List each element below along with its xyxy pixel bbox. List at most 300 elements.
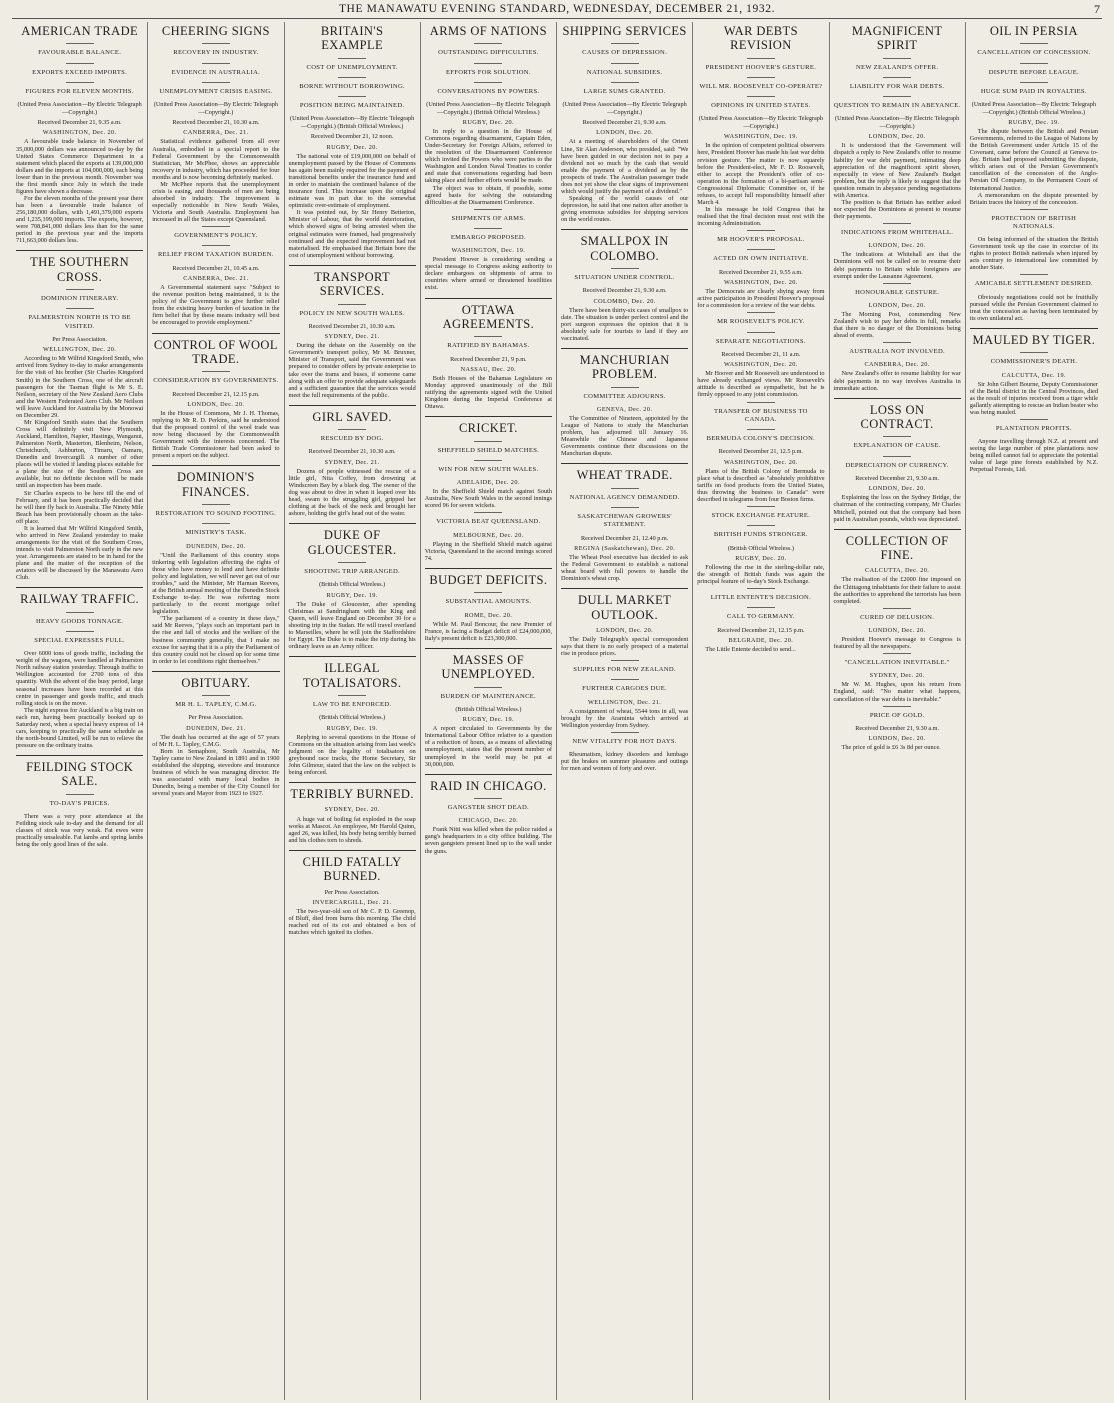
dateline: LONDON, Dec. 20. xyxy=(596,627,654,634)
subheadline: EXPLANATION OF CAUSE. xyxy=(853,442,941,450)
subheadline: SITUATION UNDER CONTROL. xyxy=(574,273,675,281)
body-paragraph: Statistical evidence gathered from all over Australia, embodied in a special report to the Federal Government by the Commonwealth Statistician, Mr McPhee, shows an appreciable recovery in industry, which has proceeded for four months and is now becoming definitely marked. xyxy=(152,138,280,181)
dateline: LONDON, Dec. 20. xyxy=(868,735,926,743)
headline: CHEERING SIGNS xyxy=(161,24,270,38)
article xyxy=(970,209,1098,272)
body-paragraph: The Committee of Nineteen, appointed by the League of Nations to study the Manchurian problem, has adjourned till January 16. Meanwhile the Chinese and Japanese Governments continue their discussions on the Manchurian dispute. xyxy=(561,415,689,458)
article-divider xyxy=(289,850,416,851)
article xyxy=(834,223,961,280)
article xyxy=(970,419,1098,474)
subheadline: MINISTRY'S TASK. xyxy=(185,529,247,537)
dateline: CANBERRA, Dec. 21. xyxy=(183,129,249,137)
body-paragraph: A report circulated to Governments by the International Labour Office relative to a question of a reduction of hours, as a means of alleviating unemployment, states that the present number of unemployed in the world may be put at 30,000,000. xyxy=(424,725,552,768)
dateline: SYDNEY, Dec. 20. xyxy=(869,672,925,680)
subhead-divider xyxy=(202,226,230,227)
article xyxy=(289,265,416,399)
dateline: LONDON, Dec. 20. xyxy=(868,485,926,493)
received-time: Received December 21, 11 a.m. xyxy=(721,350,801,358)
subheadline: EXPORTS EXCEED IMPORTS. xyxy=(32,68,128,76)
headline: MANCHURIAN PROBLEM. xyxy=(579,353,670,382)
dateline: NASSAU, Dec. 20. xyxy=(460,365,517,373)
received-time: Received December 21, 10.30 a.m. xyxy=(308,448,396,456)
body-paragraph: A memorandum on the dispute presented by Britain traces the history of the concession. xyxy=(969,191,1098,206)
article xyxy=(697,312,824,398)
article xyxy=(834,342,961,391)
body-paragraph: During the debate on the Assembly on the Government's transport policy, Mr M. Bruxner, Minister of Transport, said the Government was prepared to consider offers by private enterprise to take over the trams and buses, if someone came along with an offer to provide adequate safeguards and a sufficient guarantee that the services would meet the full requirements of the public. xyxy=(288,342,416,399)
dateline: WASHINGTON, Dec. 20. xyxy=(42,129,117,137)
headline: COLLECTION OF FINE. xyxy=(845,533,949,562)
subheadline: RESCUED BY DOG. xyxy=(320,435,384,443)
subhead-divider xyxy=(883,706,911,707)
subhead-divider xyxy=(1020,419,1048,420)
subheadline: DOMINION ITINERARY. xyxy=(40,295,119,303)
body-paragraph: The Little Entente decided to send... xyxy=(705,646,796,654)
subheadline: MR ROOSEVELT'S POLICY. xyxy=(717,318,805,326)
subhead-divider xyxy=(611,732,639,733)
article-divider xyxy=(425,416,552,417)
subhead-divider xyxy=(202,82,230,83)
subhead-divider xyxy=(66,794,94,795)
subheadline: RESTORATION TO SOUND FOOTING. xyxy=(155,510,277,518)
subhead-divider xyxy=(883,436,911,437)
subheadline: BURDEN OF MAINTENANCE. xyxy=(440,692,537,700)
subhead-divider xyxy=(1020,63,1048,64)
dateline: WASHINGTON, Dec. 20. xyxy=(724,279,798,287)
headline: RAID IN CHICAGO. xyxy=(430,778,547,793)
subheadline: COMMITTEE ADJOURNS. xyxy=(583,392,666,400)
headline: WAR DEBTS REVISION xyxy=(723,24,798,53)
body-paragraph: New Zealand's offer to resume liability for war debt payments in no way involves Australia in immediate action. xyxy=(833,370,961,392)
article xyxy=(16,755,143,848)
subheadline: MR HOOVER'S PROPOSAL. xyxy=(717,236,805,244)
received-time: Received December 21, 10.30 a.m. xyxy=(172,118,260,126)
received-time: Received December 21, 10.45 a.m. xyxy=(172,264,260,272)
article xyxy=(425,298,552,411)
article xyxy=(834,706,961,752)
body-paragraph: The object was to obtain, if possible, some agreed basis for solving the outstanding difficulties at the Disarmament Conference. xyxy=(424,184,552,206)
received-time: Received December 21, 9.35 a.m. xyxy=(37,118,122,126)
article-divider xyxy=(425,774,552,775)
subhead-divider xyxy=(611,507,639,508)
article xyxy=(834,529,961,605)
subheadline: WILL MR. ROOSEVELT CO-OPERATE? xyxy=(699,82,823,90)
received-time: Received December 21, 12 noon. xyxy=(310,133,394,141)
article xyxy=(970,328,1098,416)
subhead-divider xyxy=(202,43,230,44)
article-divider xyxy=(289,265,416,266)
body-paragraph: A huge vat of boiling fat exploded in the soap works at Mascot. An employee, Mr Harold Quinn, aged 26, was killed, his body being terribly burned and his clothes torn to shreds. xyxy=(288,815,416,844)
dateline: LONDON, Dec. 20. xyxy=(868,626,926,634)
headline: THE SOUTHERN CROSS. xyxy=(30,255,130,284)
subhead-divider xyxy=(202,695,230,696)
article xyxy=(697,506,824,585)
subheadline: UNEMPLOYMENT CRISIS EASING. xyxy=(159,87,273,95)
body-paragraph: Plans of the British Colony of Bermuda to place what is described as "absolutely prohibitive tariffs on food products from the United States, thus throwing the business to Canada" were described in telegrams from four Boston firms. xyxy=(697,467,825,503)
column-3 xyxy=(285,22,421,1400)
article xyxy=(289,405,416,518)
subheadline: CONVERSATIONS BY POWERS. xyxy=(437,87,540,95)
wire-credit: (United Press Association—By Electric Telegraph—Copyright.) (British Official Wireless.) xyxy=(426,101,551,116)
dateline: LONDON, Dec. 20. xyxy=(596,129,654,137)
received-time: Received December 21, 9.30 a.m. xyxy=(855,474,940,482)
subheadline: QUESTION TO REMAIN IN ABEYANCE. xyxy=(833,102,961,110)
subhead-divider xyxy=(474,43,502,44)
column-1 xyxy=(12,22,148,1400)
article xyxy=(289,782,416,844)
body-paragraph: The price of gold is £6 3s 8d per ounce. xyxy=(841,744,941,752)
body-paragraph: Speaking of the world causes of our depression, he said that one nation after another is giving enormous subsidies for shipping services on the world routes. xyxy=(561,194,689,224)
article xyxy=(697,402,824,504)
subheadline: CANCELLATION OF CONCESSION. xyxy=(977,49,1091,57)
body-paragraph: At a meeting of shareholders of the Orient Line, Sir Alan Anderson, who presided, said: "We have been guided in our decision not to pay a dividend not so much by the cash that would enable the payment of a dividend as by the prospects of trade. The Australian passenger trade does not yet show the clear signs of improvement which would justify the payment of a dividend." xyxy=(561,138,689,195)
article xyxy=(970,24,1098,206)
subhead-divider xyxy=(1020,82,1048,83)
subhead-divider xyxy=(883,58,911,59)
subhead-divider xyxy=(747,607,775,608)
subheadline: SEPARATE NEGOTIATIONS. xyxy=(715,337,806,345)
dateline: WASHINGTON, Dec. 20. xyxy=(724,361,798,369)
received-time: Received December 21, 9 p.m. xyxy=(450,355,527,363)
headline: BRITAIN'S EXAMPLE xyxy=(320,24,384,53)
article xyxy=(697,230,824,309)
headline: RAILWAY TRAFFIC. xyxy=(20,592,140,607)
subhead-divider xyxy=(611,82,639,83)
headline: DUKE OF GLOUCESTER. xyxy=(307,528,397,557)
article-divider xyxy=(289,523,416,524)
subhead-divider xyxy=(66,289,94,290)
body-paragraph: Over 6000 tons of goods traffic, including the weight of the wagons, were handled at Palmerston North railway station yesterday. Through traffic to Wellington accounted for 2700 tons of this quantity. With the advent of the busy period, large seasonal increases have been recorded at this centre in passenger and goods traffic, and much rolling stock is on the move. xyxy=(16,650,144,707)
headline: OIL IN PERSIA xyxy=(989,24,1078,38)
body-paragraph: "Until the Parliament of this country stops tinkering with legislation affecting the rights of those who have money to lend and have definite policy and legislation, we will never get out of our troubles," said the Minister, Mr Harman Reeves, at the British annual meeting of the Dunedin Stock Exchange to-day. He was referring more particularly to the recent mortgage relief legislation. xyxy=(152,551,280,616)
subheadline: SUPPLIES FOR NEW ZEALAND. xyxy=(573,666,676,674)
dateline: WASHINGTON, Dec. 19. xyxy=(451,247,526,255)
article xyxy=(561,588,688,657)
subheadline: SPECIAL EXPRESSES FULL. xyxy=(34,636,125,644)
article-divider xyxy=(152,333,279,334)
received-time: Received December 21, 12.5 p.m. xyxy=(718,448,803,456)
article xyxy=(16,587,143,749)
subheadline: COMMISSIONER'S DEATH. xyxy=(990,358,1078,366)
dateline: CHICAGO, Dec. 20. xyxy=(458,817,519,825)
dateline: MELBOURNE, Dec. 20. xyxy=(453,531,524,539)
body-paragraph: The two-year-old son of Mr C. P. D. Greenop, of Bluff, died from burns this morning. The child reached out of its cot and obtained a box of matches which ignited its clothes. xyxy=(288,908,416,937)
body-paragraph: The Wheat Pool executive has decided to ask the Federal Government to establish a national wheat board with full powers to handle the Dominion's wheat crop. xyxy=(561,554,689,583)
subheadline: SUBSTANTIAL AMOUNTS. xyxy=(445,598,532,606)
dateline: RUGBY, Dec. 19. xyxy=(1008,118,1060,126)
wire-credit: (British Official Wireless.) xyxy=(727,544,794,552)
body-paragraph: The night express for Auckland is a big train on each run, having been practically booked up to Saturday next, when a special heavy express of 14 cars, keeping to practically the same schedule as the north-bound Limited, will be run to relieve the pressure on the ordinary trains. xyxy=(16,706,144,749)
subheadline: TO-DAY'S PRICES. xyxy=(49,799,110,807)
subhead-divider xyxy=(1020,209,1048,210)
dateline: LONDON, Dec. 20. xyxy=(868,133,926,141)
body-paragraph: There was a very poor attendance at the Feilding stock sale to-day and the demand for all classes of stock was very weak. Fat ewes were practically unsaleable. Fat lambs and spring lambs being the only good lines of the sale. xyxy=(16,813,144,849)
subhead-divider xyxy=(883,342,911,343)
subhead-divider xyxy=(747,230,775,231)
body-paragraph: The Democrats are clearly shying away from active participation in President Hoover's proposal for a commission for a review of the war debts. xyxy=(697,288,825,310)
article xyxy=(561,348,688,457)
body-paragraph: According to Mr Wilfrid Kingsford Smith, who arrived from Sydney to-day to make arrangements for the visit of his brother (Sir Charles Kingsford Smith) in the Southern Cross, one of the aircraft passengers for the Tasman flight is Mr S. E. Neilson, secretary of the New Zealand Aero Clubs and the Western Federated Aero Club. Mr Neilson will leave Auckland for Australia by the Monowai on December 29. xyxy=(16,355,144,419)
subhead-divider xyxy=(611,679,639,680)
subheadline: CAUSES OF DEPRESSION. xyxy=(582,49,668,57)
dateline: RUGBY, Dec. 19. xyxy=(326,724,378,732)
headline: TERRIBLY BURNED. xyxy=(290,787,414,802)
subheadline: HEAVY GOODS TONNAGE. xyxy=(35,617,124,625)
subheadline: NATIONAL SUBSIDIES. xyxy=(586,68,663,76)
subheadline: AUSTRALIA NOT INVOLVED. xyxy=(849,348,945,356)
article xyxy=(289,850,416,937)
subhead-divider xyxy=(747,506,775,507)
body-paragraph: Following the rise in the sterling-dollar rate, the strength of British funds was again the principal feature of to-day's Stock Exchange. xyxy=(697,564,825,586)
dateline: ROME, Dec. 20. xyxy=(464,611,513,619)
article xyxy=(561,732,688,772)
subheadline: MR H. L. TAPLEY, C.M.G. xyxy=(175,701,257,709)
wire-credit: Per Press Association. xyxy=(188,714,244,722)
body-paragraph: The realisation of the £2000 fine imposed on the Chittagong inhabitants for their failure to assist the authorities to apprehend the terrorists has been completed. xyxy=(833,576,961,605)
subheadline: OUTSTANDING DIFFICULTIES. xyxy=(438,49,539,57)
body-paragraph: Sir Charles expects to be here till the end of February, and it has been practically decided that he will then fly back to Australia. The Ninety Mile Beach has been provisionally chosen as the take-off place. xyxy=(16,489,144,525)
body-paragraph: Mr Hoover and Mr Roosevelt are understood to have already exchanged views. Mr Roosevelt's attitude is described as sympathetic, but he is firmly opposed to any joint commission. xyxy=(697,370,825,399)
article-divider xyxy=(561,229,688,230)
dateline: BELGRADE, Dec. 20. xyxy=(728,637,794,645)
subhead-divider xyxy=(202,504,230,505)
subheadline: AMICABLE SETTLEMENT DESIRED. xyxy=(974,280,1093,288)
article xyxy=(425,568,552,642)
headline: WHEAT TRADE. xyxy=(576,468,673,483)
subhead-divider xyxy=(747,588,775,589)
subhead-divider xyxy=(1020,43,1048,44)
dateline: REGINA (Saskatchewan), Dec. 20. xyxy=(574,544,676,552)
subheadline: CURED OF DELUSION. xyxy=(860,613,935,621)
article xyxy=(834,653,961,702)
article xyxy=(561,24,688,223)
columns-container xyxy=(12,22,1102,1400)
wire-credit: Per Press Association. xyxy=(52,335,108,343)
body-paragraph: In his message he told Congress that he realised that the final decision must rest with the incoming Administration. xyxy=(697,205,825,228)
subhead-divider xyxy=(611,488,639,489)
article-divider xyxy=(425,298,552,299)
subhead-divider xyxy=(202,245,230,246)
article xyxy=(834,608,961,650)
dateline: LONDON, Dec. 20. xyxy=(187,400,245,408)
article-divider xyxy=(16,250,143,251)
subheadline: BORNE WITHOUT BORROWING. xyxy=(299,82,405,90)
subhead-divider xyxy=(66,43,94,44)
column-6 xyxy=(693,22,829,1400)
body-paragraph: "The parliament of a country in these days," said Mr Reeves, "plays such an important part in the rise and fall of stocks and the welfare of the business community generally, that I make no excuse for saying that it is a pity the Parliament of this country could not be closed up for some time in order to let conditions right themselves." xyxy=(152,615,280,665)
headline: FEILDING STOCK SALE. xyxy=(26,760,134,789)
column-4 xyxy=(421,22,557,1400)
article-divider xyxy=(152,465,279,466)
received-time: Received December 21, 12.40 p.m. xyxy=(580,534,669,542)
subhead-divider xyxy=(747,525,775,526)
subhead-divider xyxy=(747,77,775,78)
article xyxy=(425,648,552,768)
article xyxy=(425,209,552,292)
subhead-divider xyxy=(474,512,502,513)
subheadline: GANGSTER SHOT DEAD. xyxy=(447,804,529,812)
dateline: RUGBY, Dec. 20. xyxy=(735,554,787,562)
subhead-divider xyxy=(883,653,911,654)
dateline: DUNEDIN, Dec. 21. xyxy=(186,724,246,732)
subhead-divider xyxy=(474,228,502,229)
dateline: RUGBY, Dec. 20. xyxy=(326,143,378,151)
body-paragraph: The position is that Britain has neither asked nor expected the Dominions at present to resume their payments. xyxy=(833,198,961,221)
article xyxy=(834,24,961,220)
body-paragraph: President Hoover's message to Congress is featured by all the newspapers. xyxy=(833,635,961,651)
body-paragraph: Both Houses of the Bahamas Legislature on Monday approved unanimously of the Bill ratifying the agreements signed with the United Kingdom during the Imperial Conference at Ottawa. xyxy=(424,375,552,411)
body-paragraph: Frank Nitti was killed when the police raided a gang's headquarters in a city office building. The seven gangsters present lined up to the wall under the guns. xyxy=(424,826,552,855)
column-2 xyxy=(148,22,284,1400)
subhead-divider xyxy=(611,43,639,44)
article xyxy=(561,660,688,729)
subheadline: POLICY IN NEW SOUTH WALES. xyxy=(299,309,405,317)
article xyxy=(152,333,279,460)
subhead-divider xyxy=(202,63,230,64)
article xyxy=(834,283,961,340)
body-paragraph: The death has occurred at the age of 57 years of Mr H. L. Tapley, C.M.G. xyxy=(152,733,280,748)
subhead-divider xyxy=(474,209,502,210)
subheadline: HONOURABLE GESTURE. xyxy=(855,288,940,296)
subheadline: RELIEF FROM TAXATION BURDEN. xyxy=(157,251,274,259)
article xyxy=(152,465,279,664)
subheadline: LITTLE ENTENTE'S DECISION. xyxy=(710,594,812,602)
subhead-divider xyxy=(66,631,94,632)
subheadline: ACTED ON OWN INITIATIVE. xyxy=(713,255,809,263)
subhead-divider xyxy=(66,82,94,83)
dateline: CALCUTTA, Dec. 19. xyxy=(1001,371,1066,379)
subhead-divider xyxy=(474,687,502,688)
subheadline: "CANCELLATION INEVITABLE." xyxy=(844,659,950,667)
wire-credit: Per Press Association. xyxy=(324,888,380,896)
headline: BUDGET DEFICITS. xyxy=(429,572,548,587)
subhead-divider xyxy=(883,283,911,284)
headline: TRANSPORT SERVICES. xyxy=(314,269,391,299)
dateline: WELLINGTON, Dec. 21. xyxy=(587,698,662,706)
dateline: WASHINGTON, Dec. 19. xyxy=(724,133,798,141)
headline: DULL MARKET OUTLOOK. xyxy=(578,593,672,622)
subheadline: NATIONAL AGENCY DEMANDED. xyxy=(569,493,680,501)
subheadline: LIABILITY FOR WAR DEBTS. xyxy=(849,82,945,90)
article xyxy=(425,24,552,206)
body-paragraph: Mr W. M. Hughes, upon his return from England, said: "No matter what happens, cancellation of the war debts is inevitable." xyxy=(833,681,961,703)
subhead-divider xyxy=(747,332,775,333)
article xyxy=(561,229,688,342)
body-paragraph: A consignment of wheat, 5544 tons in all, was brought by the Araminta which arrived at Wellington yesterday from Sydney. xyxy=(561,707,689,729)
article xyxy=(152,226,279,326)
subhead-divider xyxy=(611,63,639,64)
column-8 xyxy=(966,22,1102,1400)
subheadline: PLANTATION PROFITS. xyxy=(995,424,1072,432)
subheadline: CALL TO GERMANY. xyxy=(726,613,795,621)
subhead-divider xyxy=(338,58,366,59)
article xyxy=(16,24,143,244)
subheadline: EVIDENCE IN AUSTRALIA. xyxy=(171,68,261,76)
article-divider xyxy=(16,587,143,588)
subheadline: CONSIDERATION BY GOVERNMENTS. xyxy=(153,377,279,385)
dateline: INVERCARGILL, Dec. 21. xyxy=(312,898,392,906)
subhead-divider xyxy=(611,660,639,661)
subheadline: SASKATCHEWAN GROWERS' STATEMENT. xyxy=(577,513,672,529)
headline: SHIPPING SERVICES xyxy=(562,24,687,38)
subheadline: INDICATIONS FROM WHITEHALL. xyxy=(841,229,954,237)
headline: CONTROL OF WOOL TRADE. xyxy=(153,337,278,366)
article-divider xyxy=(289,782,416,783)
headline: OBITUARY. xyxy=(181,675,251,690)
wire-credit: (United Press Association—By Electric Telegraph—Copyright.) xyxy=(835,115,960,130)
body-paragraph: Mr Kingsford Smith states that the Southern Cross will definitely visit New Plymouth, Auckland, Hamilton, Napier, Hastings, Wanganui, Palmerston North, Masterton, Blenheim, Nelson, Christchurch, Ashburton, Timaru, Oamaru, Dunedin and Invercargill. A number of other places will be visited if landing places suitable for a plane the size of the Southern Cross are available, but no definite decision will be made until an inspection has been made. xyxy=(16,418,144,490)
wire-credit: (British Official Wireless.) xyxy=(455,705,522,713)
dateline: GENEVA, Dec. 20. xyxy=(596,405,653,413)
subheadline: NEW ZEALAND'S OFFER. xyxy=(855,63,939,71)
dateline: RUGBY, Dec. 20. xyxy=(462,118,514,126)
subhead-divider xyxy=(611,268,639,269)
body-paragraph: In the House of Commons, Mr J. H. Thomas, replying to Mr R. D. Perkins, said he understood that the proposed control of the wool trade was now being discussed by the Commonwealth Government with the interests concerned. The British Trade Commissioner had been asked to present a report on the subject. xyxy=(152,410,280,460)
subheadline: SHIPMENTS OF ARMS. xyxy=(451,214,526,222)
received-time: Received December 21, 12.15 p.m. xyxy=(172,390,260,398)
dateline: RUGBY, Dec. 19. xyxy=(326,591,378,599)
subhead-divider xyxy=(474,592,502,593)
dateline: CANBERRA, Dec. 20. xyxy=(864,361,930,369)
dateline: WELLINGTON, Dec. 20. xyxy=(42,346,117,354)
subheadline: EFFORTS FOR SOLUTION. xyxy=(445,68,531,76)
subheadline: PALMERSTON NORTH IS TO BE VISITED. xyxy=(28,314,131,330)
subheadline: FURTHER CARGOES DUE. xyxy=(582,685,668,693)
column-7 xyxy=(830,22,966,1400)
body-paragraph: The national vote of £19,000,000 on behalf of unemployment passed by the House of Commons has again been mainly required for the payment of transitional benefits under the insurance fund and in order to maintain the continued balance of the insurance fund. This increase upon the original estimate was in part due to the somewhat optimistic over-estimate of employment. xyxy=(288,152,416,210)
article-divider xyxy=(16,755,143,756)
body-paragraph: A favourable trade balance in November of 35,000,000 dollars was announced to-day by the United States Commerce Department in a statement which placed the exports at 139,000,000 dollars and the imports at 104,000,000, each being lower than in the previous month. November was the first month since July in which the trade figures have shown a decrease. xyxy=(16,138,144,195)
headline: CRICKET. xyxy=(458,421,518,436)
headline: MASSES OF UNEMPLOYED. xyxy=(441,652,536,682)
subhead-divider xyxy=(474,460,502,461)
subheadline: RECOVERY IN INDUSTRY. xyxy=(173,49,259,57)
subheadline: LARGE SUMS GRANTED. xyxy=(583,87,666,95)
subheadline: STOCK EXCHANGE FEATURE. xyxy=(711,512,811,520)
dateline: SYDNEY, Dec. 21. xyxy=(324,333,380,341)
subheadline: EMBARGO PROPOSED. xyxy=(450,233,526,241)
dateline: CANBERRA, Dec. 21. xyxy=(183,275,249,283)
body-paragraph: The Daily Telegraph's special correspondent says that there is no early prospect of a material rise in produce prices. xyxy=(561,636,689,658)
body-paragraph: It is understood that the Government will dispatch a reply to New Zealand's offer to resume liability for war debt payment, intimating deep appreciation of the magnificent spirit shown, especially in view of New Zealand's Budget problem, but the reply is likely to suggest that the question remain in abeyance pending negotiations with America. xyxy=(833,142,961,199)
headline: MAGNIFICENT SPIRIT xyxy=(851,24,943,53)
body-paragraph: A Governmental statement says: "Subject to the revenue position being maintained, it is the policy of the Government to give further relief from the existing heavy burden of taxation in the firm belief that by these means industry will best be encouraged to provide employment." xyxy=(152,284,280,327)
wire-credit: (United Press Association—By Electric Telegraph—Copyright.) (British Official Wireless.) xyxy=(971,101,1096,116)
column-5 xyxy=(557,22,693,1400)
article-divider xyxy=(425,568,552,569)
dateline: SYDNEY, Dec. 20. xyxy=(324,806,380,814)
received-time: Received December 21, 12.15 p.m. xyxy=(717,626,805,634)
dateline: DUNEDIN, Dec. 20. xyxy=(186,542,246,550)
subhead-divider xyxy=(474,441,502,442)
subhead-divider xyxy=(338,695,366,696)
subhead-divider xyxy=(66,308,94,309)
subheadline: SHOOTING TRIP ARRANGED. xyxy=(304,568,400,576)
article-divider xyxy=(834,529,961,530)
subheadline: OPINIONS IN UNITED STATES. xyxy=(711,102,811,110)
body-paragraph: Mr McPhee reports that the unemployment crisis is easing, and thousands of men are being absorbed in industry. The improvement is especially noticeable in New South Wales, Victoria and South Australia. Employment has increased in all the States except Queensland. xyxy=(152,180,280,224)
page-number: 7 xyxy=(1094,2,1100,16)
article xyxy=(425,774,552,855)
article xyxy=(697,588,824,653)
subhead-divider xyxy=(1020,352,1048,353)
article-divider xyxy=(289,656,416,657)
headline: MAULED BY TIGER. xyxy=(972,332,1096,347)
body-paragraph: Playing in the Sheffield Shield match against Victoria, Queensland in the second innings scored 74. xyxy=(424,540,552,562)
subheadline: PROTECTION OF BRITISH NATIONALS. xyxy=(991,214,1077,230)
body-paragraph: The Morning Post, commending New Zealand's wish to pay her debts in full, remarks that there is no danger of the Dominions being ahead of events. xyxy=(833,310,961,340)
subheadline: GOVERNMENT'S POLICY. xyxy=(174,232,258,240)
subheadline: SHEFFIELD SHIELD MATCHES. xyxy=(437,446,540,454)
